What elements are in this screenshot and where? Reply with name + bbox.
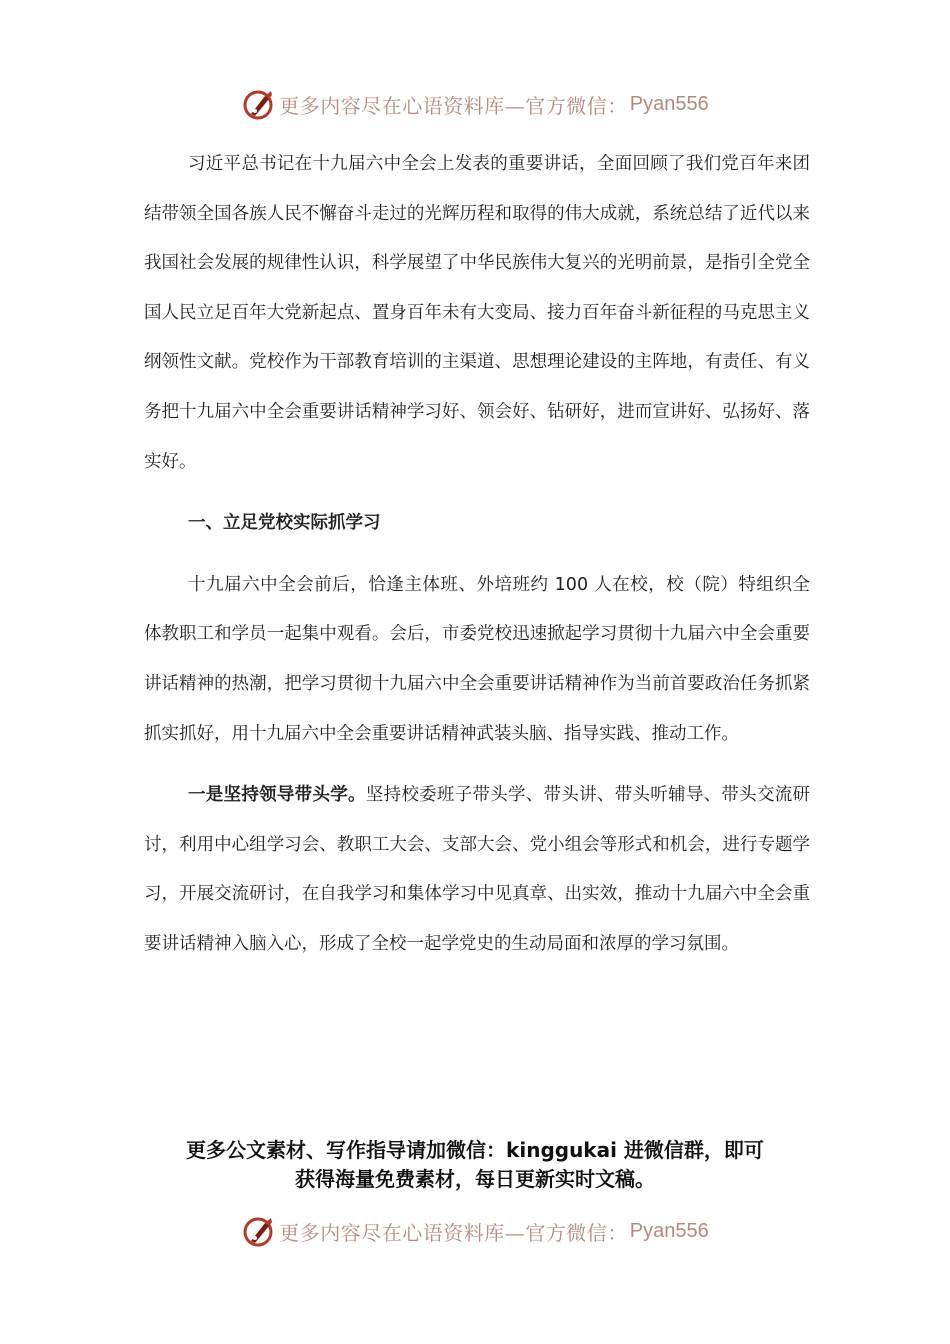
pen-nib-circle-icon: [241, 1214, 275, 1248]
footer-banner: [0, 1211, 950, 1251]
paragraph-lead-bold: 一是坚持领导带头学。: [188, 785, 366, 806]
promo-notice: [0, 1136, 950, 1194]
pen-nib-circle-icon: [241, 87, 275, 121]
promo-line-2: 获得海量免费素材，每日更新实时文稿。: [295, 1167, 655, 1191]
promo-line-1: 更多公文素材、写作指导请加微信：kinggukai 进微信群，即可: [186, 1138, 764, 1162]
header-text: 更多内容尽在心语资料库—官方微信：: [279, 93, 628, 118]
paragraph-intro: 习近平总书记在十九届六中全会上发表的重要讲话，全面回顾了我们党百年来团结带领全国各族人民不懈奋斗走过的光辉历程和取得的伟大成就，系统总结了近代以来我国社会发展的规律性认识，科学展望了中华民族伟大复兴的光明前景，是指引全党全国人民立足百年大党新起点、置身百年未有大变局、接力百年奋斗新征程的马克思主义纲领性文献。党校作为干部教育培训的主渠道、思想理论建设的主阵地，有责任、有义务把十九届六中全会重要讲话精神学习好、领会好、钻研好，进而宣讲好、弘扬好、落实好。: [144, 154, 810, 472]
header-wechat-id: Pyan556: [629, 92, 709, 115]
document-body: [144, 140, 810, 970]
paragraph-leadership: [144, 771, 810, 969]
footer-text: 更多内容尽在心语资料库—官方微信：: [279, 1220, 628, 1245]
paragraph-study: 十九届六中全会前后，恰逢主体班、外培班约 100 人在校，校（院）特组织全体教职工和学员一起集中观看。会后，市委党校迅速掀起学习贯彻十九届六中全会重要讲话精神的热潮，把学习贯彻十九届六中全会重要讲话精神作为当前首要政治任务抓紧抓实抓好，用十九届六中全会重要讲话精神武装头脑、指导实践、推动工作。: [144, 574, 810, 744]
paragraph-leadership-text: 坚持校委班子带头学、带头讲、带头听辅导、带头交流研讨，利用中心组学习会、教职工大会、支部大会、党小组会等形式和机会，进行专题学习，开展交流研讨，在自我学习和集体学习中见真章、出实效，推动十九届六中全会重要讲话精神入脑入心，形成了全校一起学党史的生动局面和浓厚的学习氛围。: [144, 785, 811, 954]
footer-wechat-id: Pyan556: [629, 1219, 709, 1242]
header-banner: [0, 84, 950, 124]
section-heading-1: 一、立足党校实际抓学习: [188, 513, 381, 534]
